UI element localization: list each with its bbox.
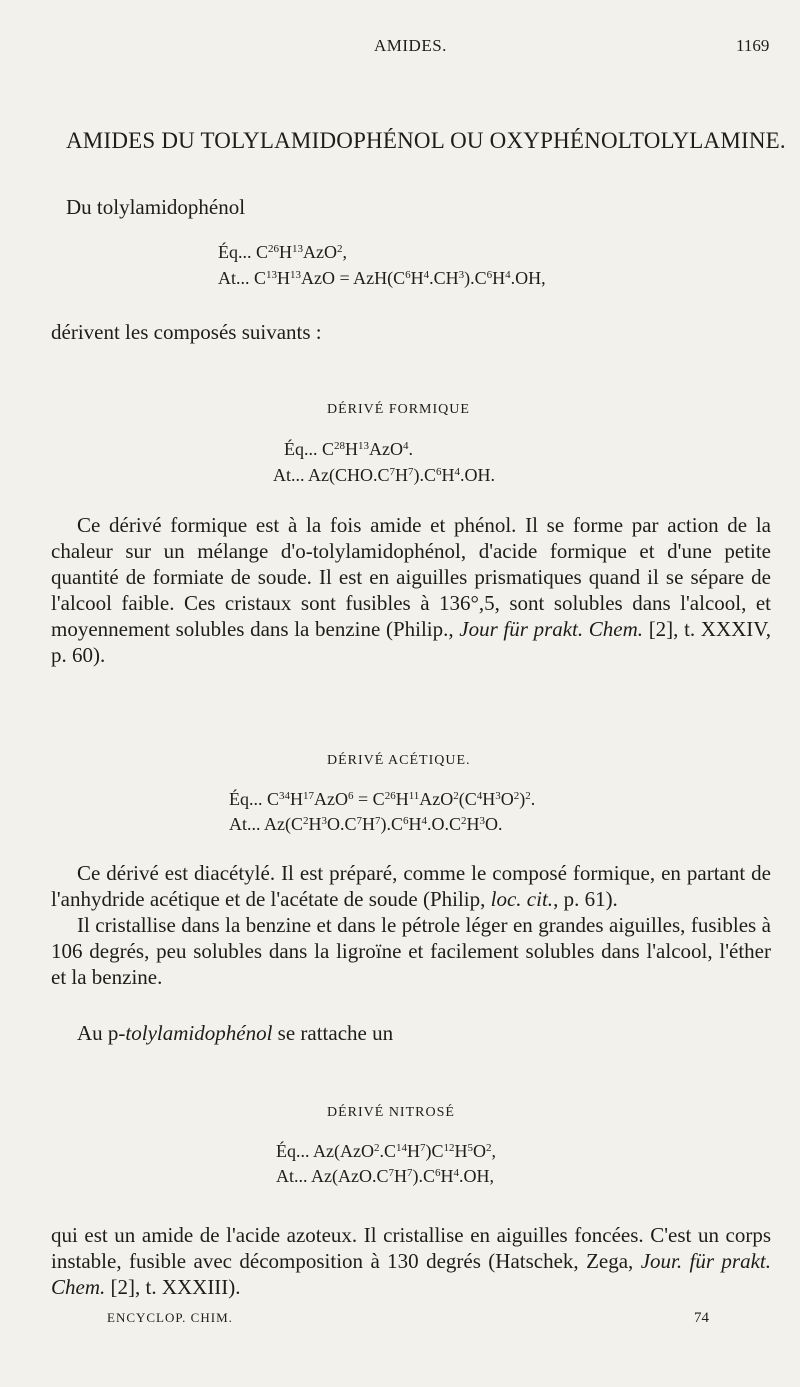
intro-continuation: dérivent les composés suivants : [51,320,322,344]
footer-signature: ENCYCLOP. CHIM. [107,1310,233,1325]
footer-sheet-number: 74 [694,1310,709,1326]
nitrose-paragraph: qui est un amide de l'acide azoteux. Il cristallise en aiguilles foncées. C'est un corps instable, fusible avec décomposition à 130 degrés (Hatschek, Zega, Jour. für prakt. Chem. [2], t. XXXIII). [51,1223,772,1299]
intro-line: Du tolylamidophénol [66,195,246,219]
intro-at-formula: At... $C^{13}H^{13}AzO = AzH(C^6H^4.CH^3).C^6H^4.OH$, [218,268,546,288]
page-title: AMIDES DU TOLYLAMIDOPHÉNOL OU OXYPHÉNOLTOLYLAMINE. [66,128,786,153]
acetique-paragraph-3: Au p-tolylamidophénol se rattache un [77,1021,394,1045]
acetique-at-formula: At... $Az(C^2H^3O.C^7H^7).C^6H^4.O.C^2H^3O$. [229,814,503,834]
formique-eq-formula: Éq... $C^{28}H^{13}AzO^4$. [284,439,414,459]
nitrose-at-formula: At... $Az(AzO.C^7H^7).C^6H^4.OH$, [276,1166,494,1186]
acetique-eq-formula: Éq... $C^{34}H^{17}AzO^6 = C^{26}H^{11}AzO^2(C^4H^3O^2)^2$. [229,789,536,809]
section-title-formique: DÉRIVÉ FORMIQUE [327,402,470,417]
running-head: AMIDES. [374,36,447,55]
acetique-paragraph-1: Ce dérivé est diacétylé. Il est préparé, comme le composé formique, en partant de l'anhydride acétique et de l'acétate de soude (Philip, loc. cit., p. 61). [51,861,771,911]
section-title-nitrose: DÉRIVÉ NITROSÉ [327,1105,455,1120]
formique-paragraph: Ce dérivé formique est à la fois amide et phénol. Il se forme par action de la chaleur sur un mélange d'o-tolylamidophénol, d'acide formique et d'une petite quantité de formiate de soude. Il est en aiguilles prismatiques quand il se sépare de l'alcool faible. Ces cristaux sont fusibles à 136°,5, sont solubles dans l'alcool, et moyennement solubles dans la benzine (Philip., Jour für prakt. Chem. [2], t. XXXIV, p. 60). [51,513,771,667]
section-title-acetique: DÉRIVÉ ACÉTIQUE. [327,753,471,768]
intro-eq-formula: Éq... $C^{26}H^{13}AzO^2$, [218,242,348,262]
page-number: 1169 [736,36,770,55]
nitrose-eq-formula: Éq... $Az(AzO^2.C^{14}H^7)C^{12}H^5O^2$, [276,1141,496,1161]
formique-at-formula: At... $Az(CHO.C^7H^7).C^6H^4.OH$. [273,465,495,485]
acetique-paragraph-2: Il cristallise dans la benzine et dans le pétrole léger en grandes aiguilles, fusibles à 106 degrés, peu solubles dans la ligroïne et facilement solubles dans l'alcool, l'éther et la benzine. [51,913,771,989]
